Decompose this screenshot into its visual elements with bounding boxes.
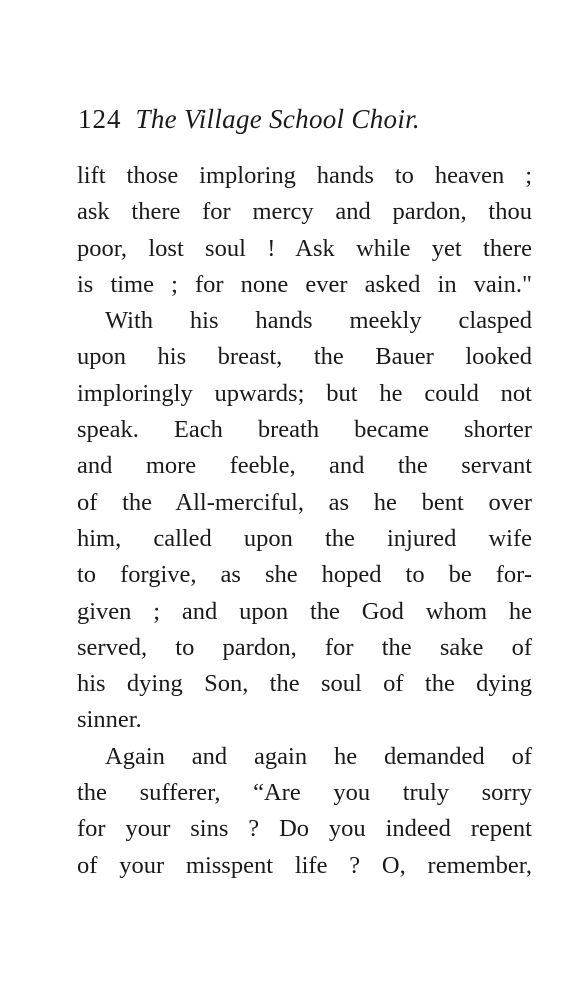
text-line: to forgive, as she hoped to be for- xyxy=(77,561,532,589)
paragraph-last-line: sinner. xyxy=(77,706,142,734)
text-line: speak. Each breath became shorter xyxy=(77,416,532,444)
paragraph-first-line: Again and again he demanded of xyxy=(105,742,532,770)
text-line: of the All-merciful, as he bent over xyxy=(77,488,532,516)
text-line: given ; and upon the God whom he xyxy=(77,597,532,625)
running-head xyxy=(78,103,533,135)
text-line: his dying Son, the soul of the dying xyxy=(77,670,532,698)
text-line: and more feeble, and the servant xyxy=(77,452,532,480)
text-line: poor, lost soul ! Ask while yet there xyxy=(77,234,532,262)
text-line: imploringly upwards; but he could not xyxy=(77,379,532,407)
text-line: upon his breast, the Bauer looked xyxy=(77,343,532,371)
text-line: for your sins ? Do you indeed repent xyxy=(77,815,532,843)
page-number: 124 xyxy=(78,104,122,134)
text-line: served, to pardon, for the sake of xyxy=(77,633,532,661)
text-line: lift those imploring hands to heaven ; xyxy=(77,162,532,189)
text-line: him, called upon the injured wife xyxy=(77,524,532,552)
text-line: is time ; for none ever asked in vain." xyxy=(77,270,532,298)
body-text xyxy=(77,158,532,884)
paragraph-first-line: With his hands meekly clasped xyxy=(105,307,532,335)
book-title: The Village School Choir. xyxy=(135,104,420,134)
text-line: of your misspent life ? O, remember, xyxy=(77,851,532,879)
text-line: the sufferer, “Are you truly sorry xyxy=(77,779,532,807)
text-line: ask there for mercy and pardon, thou xyxy=(77,198,532,226)
